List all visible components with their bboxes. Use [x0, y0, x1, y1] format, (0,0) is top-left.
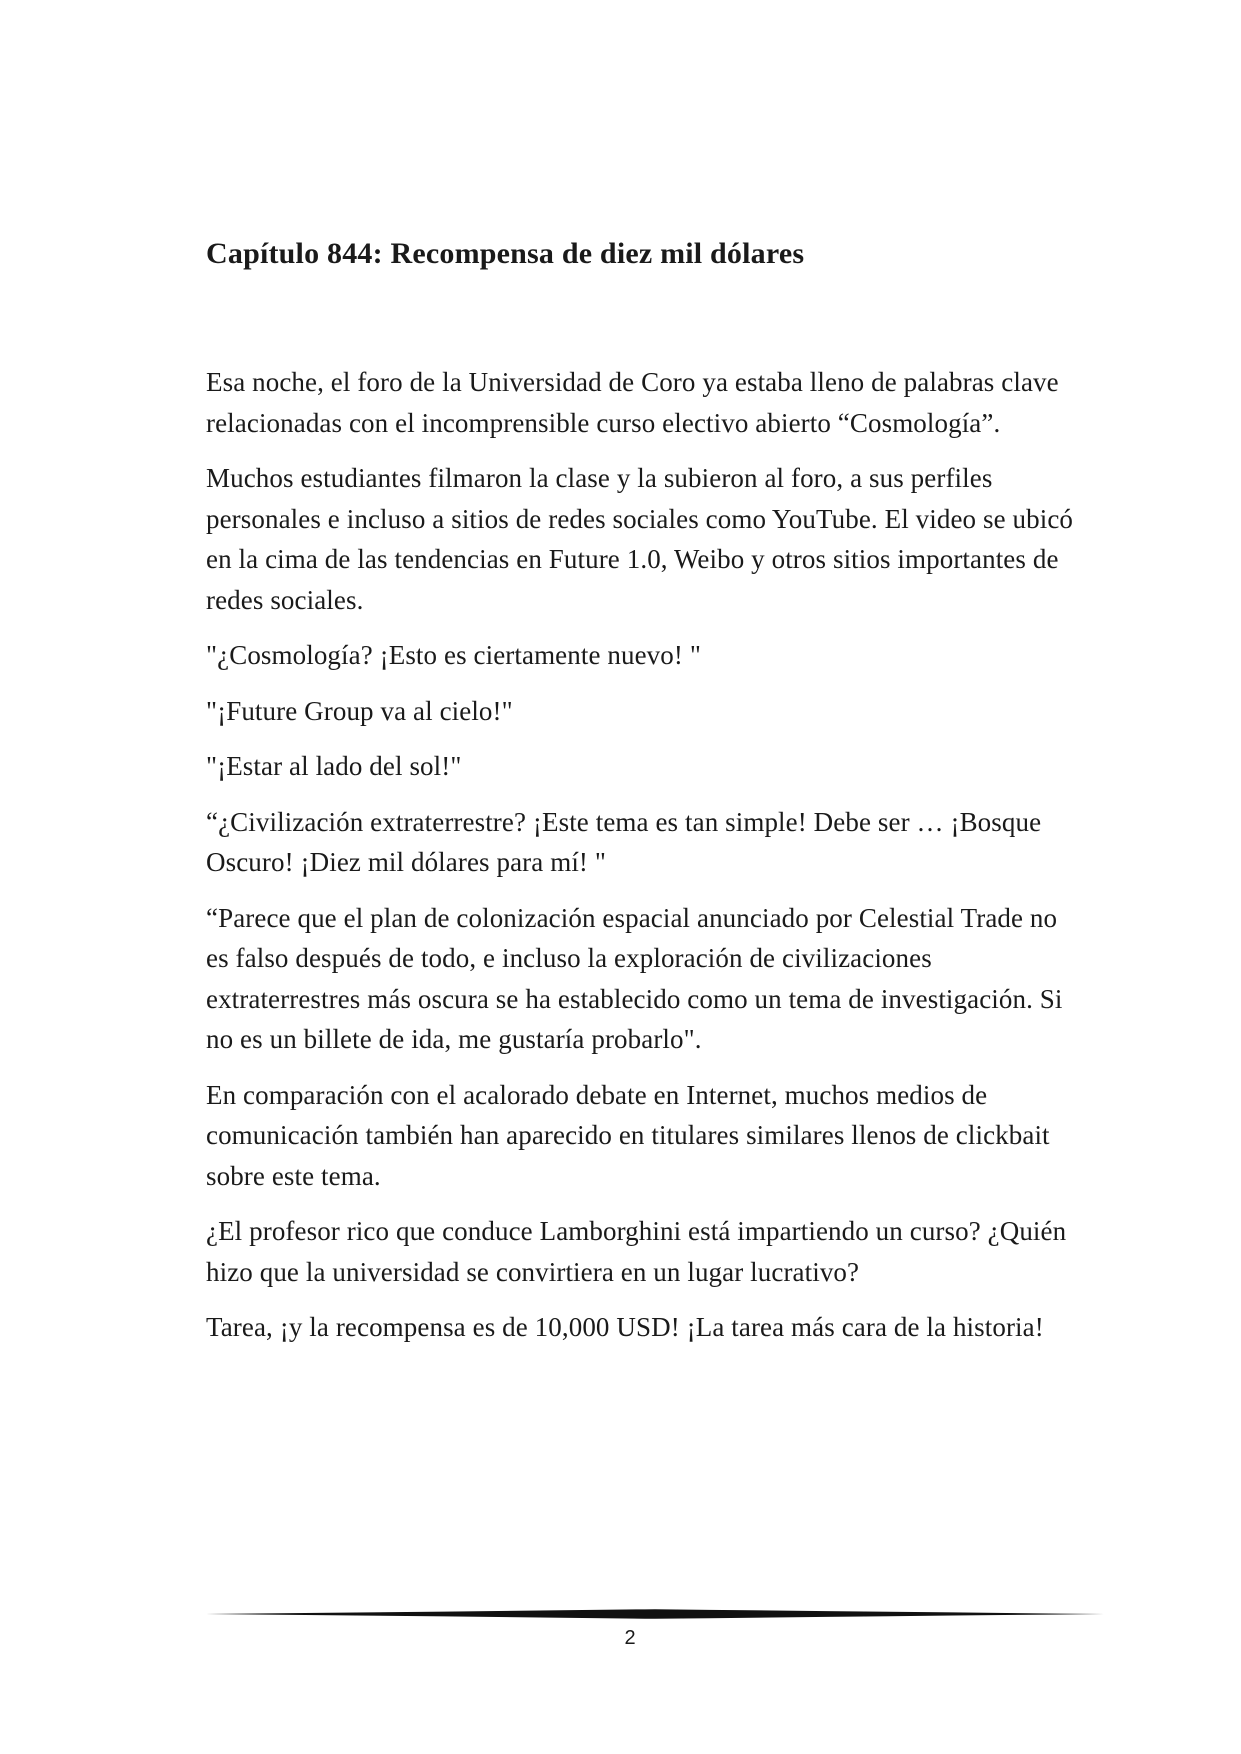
- paragraph-9: ¿El profesor rico que conduce Lamborghini está impartiendo un curso? ¿Quién hizo que la universidad se convirtiera en un lugar lucrativo?: [206, 1216, 1067, 1287]
- paragraph-3: "¿Cosmología? ¡Esto es ciertamente nuevo! ": [206, 640, 701, 670]
- paragraph-6: “¿Civilización extraterrestre? ¡Este tema es tan simple! Debe ser … ¡Bosque Oscuro! ¡Diez mil dólares para mí! ": [206, 806, 1042, 877]
- paragraph-7: “Parece que el plan de colonización espacial anunciado por Celestial Trade no es falso después de todo, e incluso la exploración de civilizaciones extraterrestres más oscura se ha establecido como un tema de investigación. Si no es un billete de ida, me gustaría probarlo".: [206, 902, 1063, 1054]
- paragraph-4: "¡Future Group va al cielo!": [206, 695, 513, 726]
- paragraph-2: Muchos estudiantes filmaron la clase y la subieron al foro, a sus perfiles personales e incluso a sitios de redes sociales como YouTube. El video se ubicó en la cima de las tendencias en Future 1.0, Weibo y otros sitios importantes de redes sociales.: [206, 463, 1074, 615]
- paragraph-10: Tarea, ¡y la recompensa es de 10,000 USD! ¡La tarea más cara de la historia!: [206, 1312, 1044, 1342]
- paragraph-8: En comparación con el acalorado debate en Internet, muchos medios de comunicación también han aparecido en titulares similares llenos de clickbait sobre este tema.: [206, 1079, 1050, 1191]
- page-number: 2: [624, 1627, 636, 1649]
- paragraph-1: Esa noche, el foro de la Universidad de Coro ya estaba lleno de palabras clave relacionadas con el incomprensible curso electivo abierto “Cosmología”.: [206, 367, 1059, 438]
- footer-divider: [206, 1607, 1104, 1621]
- chapter-body: [206, 362, 1076, 1348]
- page-content: [206, 232, 1076, 1363]
- chapter-title: Capítulo 844: Recompensa de diez mil dólares: [206, 237, 805, 270]
- paragraph-5: "¡Estar al lado del sol!": [206, 751, 462, 781]
